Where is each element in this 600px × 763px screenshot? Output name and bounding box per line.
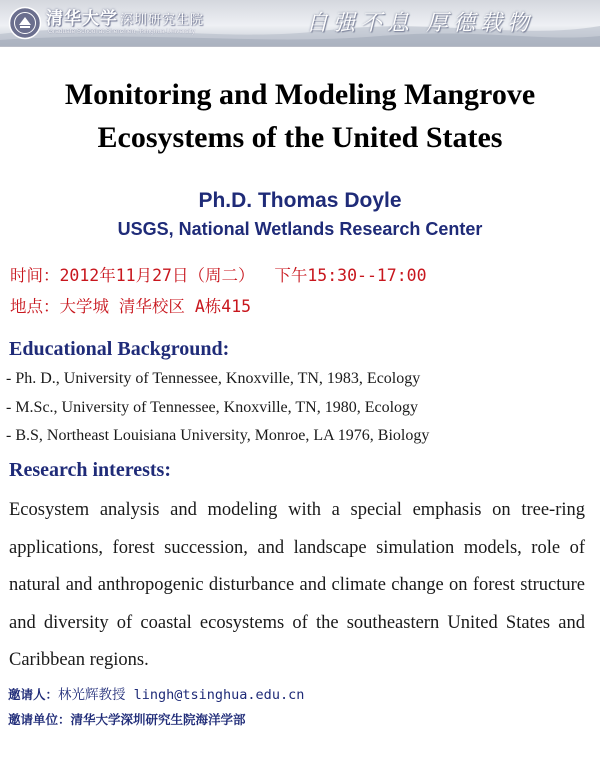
inviter-label: 邀请人： <box>8 687 59 702</box>
education-item: - B.S, Northeast Louisiana University, Monroe, LA 1976, Biology <box>6 427 430 444</box>
inviter-value: 林光辉教授 lingh@tsinghua.edu.cn <box>58 687 305 703</box>
speaker-affiliation: USGS, National Wetlands Research Center <box>117 219 483 239</box>
inviting-unit-value: 清华大学深圳研究生院海洋学部 <box>70 712 246 727</box>
inviting-unit-line <box>8 710 246 728</box>
inviter-line <box>8 683 304 703</box>
talk-title-line-1: Monitoring and Modeling Mangrove <box>64 78 536 111</box>
school-name-main: 清华大学 <box>46 9 118 29</box>
event-place: 地点：大学城 清华校区 A栋415 <box>10 297 252 316</box>
research-description: Ecosystem analysis and modeling with a special emphasis on tree-ring applications, forest succession, and landscape simulation models, role of natural and anthropogenic disturbance and climate change on forest structure and diversity of coastal ecosystems of the southeastern United States and Caribbean regions. <box>9 500 585 670</box>
university-seal-icon <box>8 6 42 40</box>
education-item: - Ph. D., University of Tennessee, Knoxville, TN, 1983, Ecology <box>6 370 421 387</box>
education-heading: Educational Background: <box>9 338 230 360</box>
school-institute: 深圳研究生院 <box>120 13 205 28</box>
event-time: 时间：2012年11月27日（周二） 下午15:30--17:00 <box>10 266 427 285</box>
header-banner <box>0 0 600 47</box>
school-motto: 自强不息 厚德载物 <box>306 11 534 36</box>
school-name <box>46 4 204 29</box>
speaker-name: Ph.D. Thomas Doyle <box>198 189 402 212</box>
education-item: - M.Sc., University of Tennessee, Knoxville, TN, 1980, Ecology <box>6 399 419 416</box>
talk-title-line-2: Ecosystems of the United States <box>97 121 503 154</box>
inviting-unit-label: 邀请单位： <box>8 712 71 727</box>
research-heading: Research interests: <box>9 459 171 481</box>
school-name-english: Graduate School at Shenzhen, Tsinghua University <box>48 28 195 35</box>
